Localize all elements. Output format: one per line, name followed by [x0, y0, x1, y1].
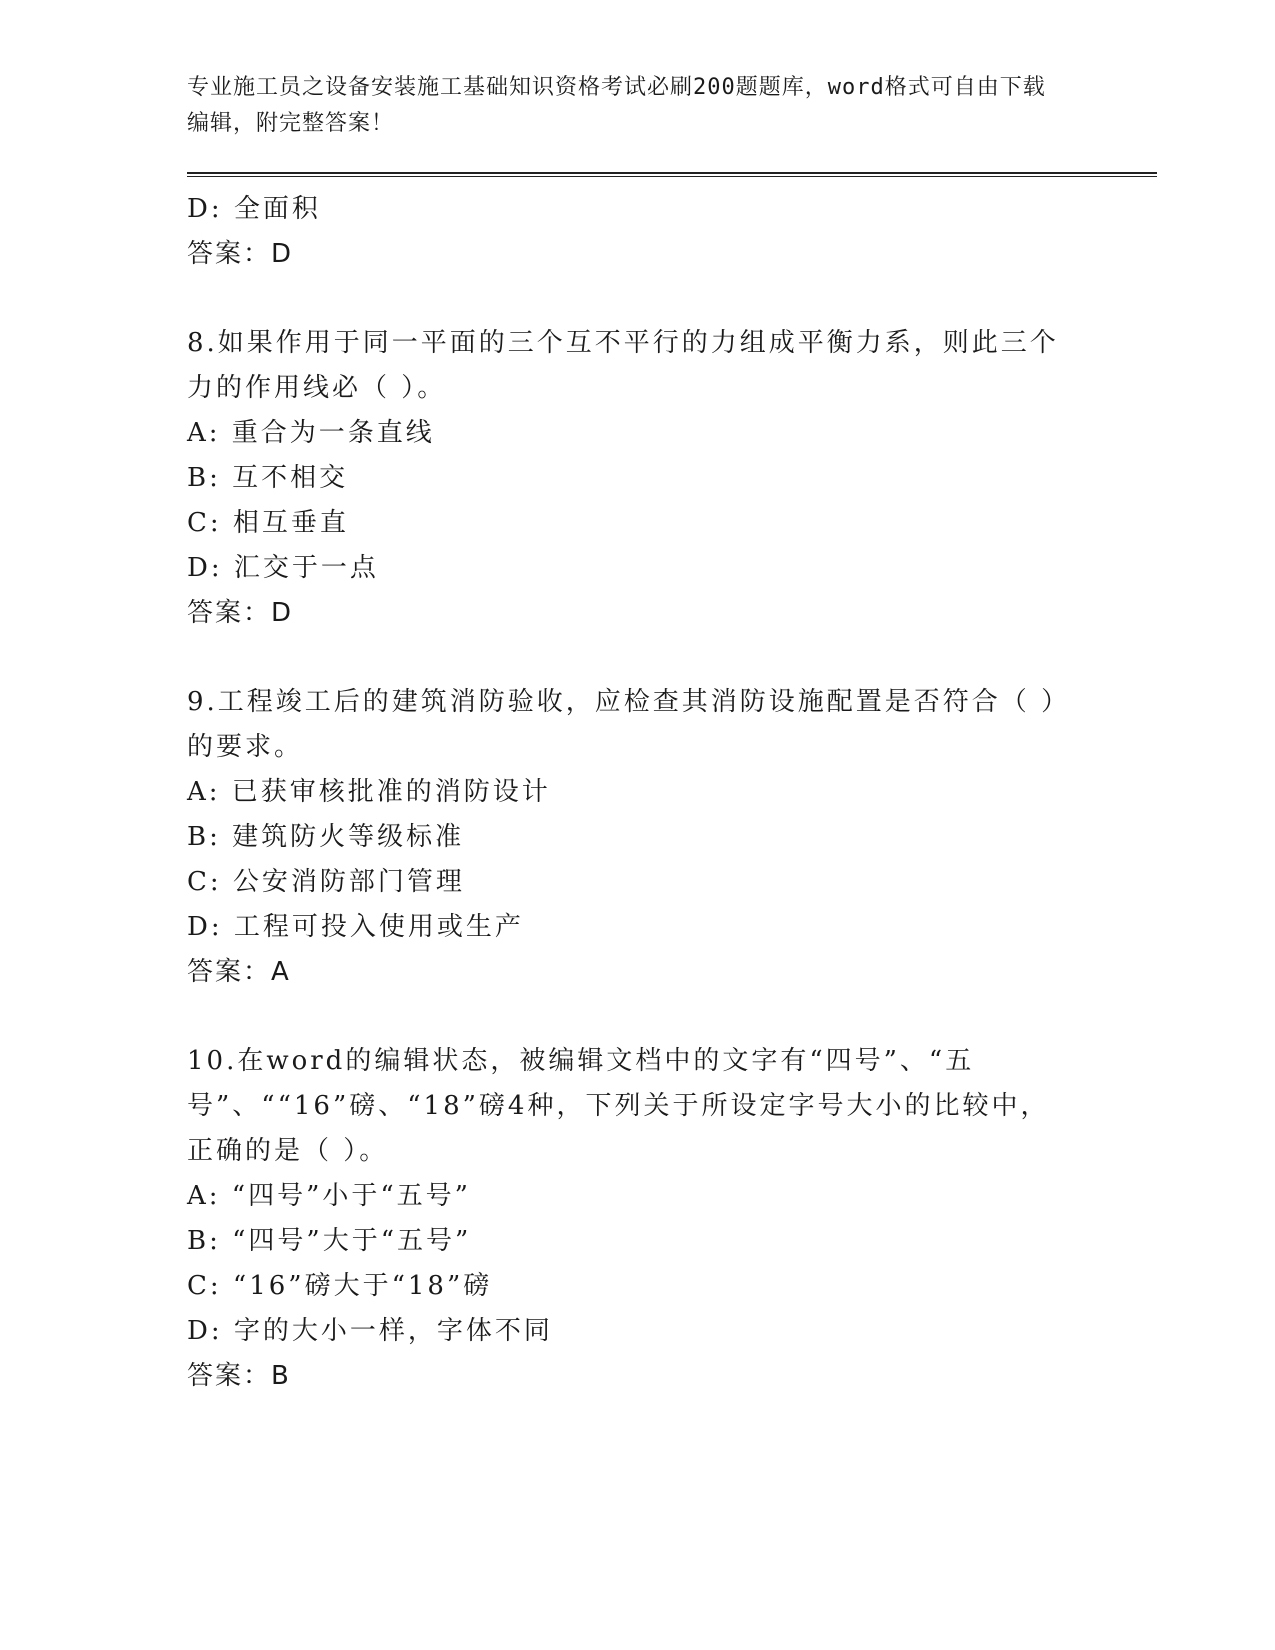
option-d: D: 字的大小一样，字体不同: [187, 1316, 553, 1346]
option-b: B: 互不相交: [187, 463, 349, 493]
answer-line: 答案：A: [187, 957, 291, 987]
question-10: [187, 1039, 1067, 1399]
option-d: D: 工程可投入使用或生产: [187, 912, 524, 942]
option-a: A: 已获审核批准的消防设计: [187, 777, 551, 807]
document-header: 专业施工员之设备安装施工基础知识资格考试必刷200题题库，word格式可自由下载编辑，附完整答案！: [187, 75, 1046, 136]
option-a: A: 重合为一条直线: [187, 418, 435, 448]
question-stem: 10.在word的编辑状态，被编辑文档中的文字有“四号”、“五号”、““16”磅、“18”磅4种，下列关于所设定字号大小的比较中，正确的是（ ）。: [187, 1046, 1050, 1166]
option-d: D: 全面积: [187, 194, 321, 224]
question-9: [187, 680, 1067, 995]
answer-line: 答案：D: [187, 598, 294, 628]
option-d: D: 汇交于一点: [187, 553, 379, 583]
question-stem: 8.如果作用于同一平面的三个互不平行的力组成平衡力系，则此三个力的作用线必（ ）。: [187, 328, 1059, 403]
answer-line: 答案：B: [187, 1361, 291, 1391]
question-stem: 9.工程竣工后的建筑消防验收，应检查其消防设施配置是否符合（ ）的要求。: [187, 687, 1058, 762]
question-8: [187, 321, 1067, 636]
header-divider: [187, 172, 1157, 177]
option-a: A: “四号”小于“五号”: [187, 1181, 471, 1211]
document-page: [187, 70, 1157, 1399]
answer-line: 答案：D: [187, 239, 294, 269]
option-c: C: 公安消防部门管理: [187, 867, 465, 897]
option-c: C: “16”磅大于“18”磅: [187, 1271, 493, 1301]
option-b: B: 建筑防火等级标准: [187, 822, 465, 852]
document-body: [187, 187, 1067, 1399]
option-c: C: 相互垂直: [187, 508, 349, 538]
option-b: B: “四号”大于“五号”: [187, 1226, 472, 1256]
